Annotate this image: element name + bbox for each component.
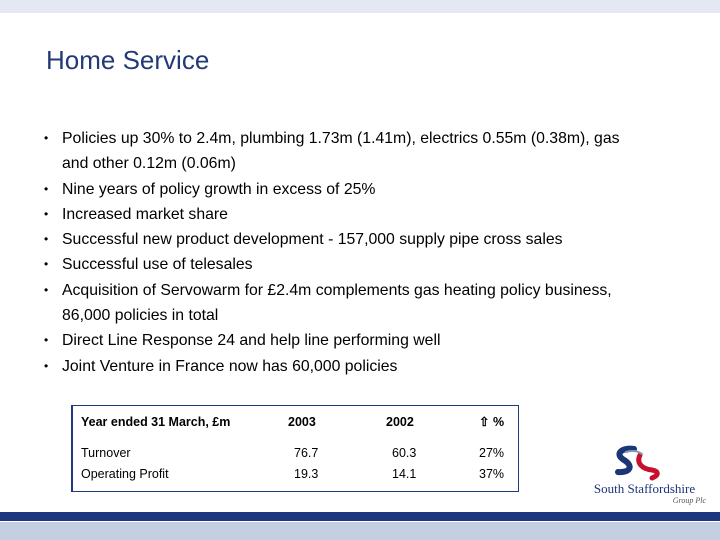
footer-bar-light: [0, 522, 720, 540]
bullet-dot-icon: •: [44, 131, 49, 145]
bullet-dot-icon: •: [44, 232, 49, 247]
row-label-operating-profit: Operating Profit: [81, 467, 169, 481]
row-profit-2002: 14.1: [392, 467, 417, 481]
table-header-label: Year ended 31 March, £m: [81, 415, 231, 429]
bullet-item: • Policies up 30% to 2.4m, plumbing 1.73m (1.41m), electrics 0.55m (0.38m), gas and other 0.12m (0.06m): [42, 126, 642, 177]
row-profit-2003: 19.3: [294, 467, 319, 481]
row-label-turnover: Turnover: [81, 446, 131, 460]
table-header-2003: 2003: [288, 415, 316, 429]
table-header-change: ⇧ %: [479, 415, 505, 429]
bullet-item: • Successful use of telesales: [42, 252, 642, 277]
top-header-bar: [0, 0, 720, 13]
bullet-item: • Increased market share: [42, 202, 642, 227]
row-turnover-change: 27%: [479, 446, 505, 460]
bullet-item: • Nine years of policy growth in excess of 25%: [42, 177, 642, 202]
footer-bar-dark: [0, 512, 720, 521]
logo-swirl-icon: [582, 445, 710, 481]
bullet-dot-icon: •: [44, 206, 49, 221]
slide-title: Home Service: [46, 45, 210, 75]
row-profit-change: 37%: [479, 467, 505, 481]
bullet-dot-icon: •: [44, 181, 49, 196]
row-turnover-2003: 76.7: [294, 446, 319, 460]
bullet-item: • Acquisition of Servowarm for £2.4m complements gas heating policy business, 86,000 policies in total: [42, 278, 642, 329]
table-header-2002: 2002: [386, 415, 414, 429]
bullet-dot-icon: •: [44, 358, 49, 373]
bullet-item: • Joint Venture in France now has 60,000 policies: [42, 354, 642, 379]
company-logo: [582, 445, 710, 505]
bullet-list: [42, 126, 642, 379]
bullet-item: • Successful new product development - 157,000 supply pipe cross sales: [42, 227, 642, 252]
bullet-dot-icon: •: [44, 333, 49, 348]
logo-company-name: South Staffordshire: [593, 481, 696, 496]
bullet-dot-icon: •: [44, 282, 49, 297]
bullet-item: • Direct Line Response 24 and help line performing well: [42, 328, 642, 353]
row-turnover-2002: 60.3: [392, 446, 417, 460]
bullet-dot-icon: •: [44, 257, 49, 272]
logo-group-plc: Group Plc: [672, 496, 706, 505]
financial-table: [71, 405, 519, 492]
up-arrow-icon: ⇧: [479, 415, 490, 429]
